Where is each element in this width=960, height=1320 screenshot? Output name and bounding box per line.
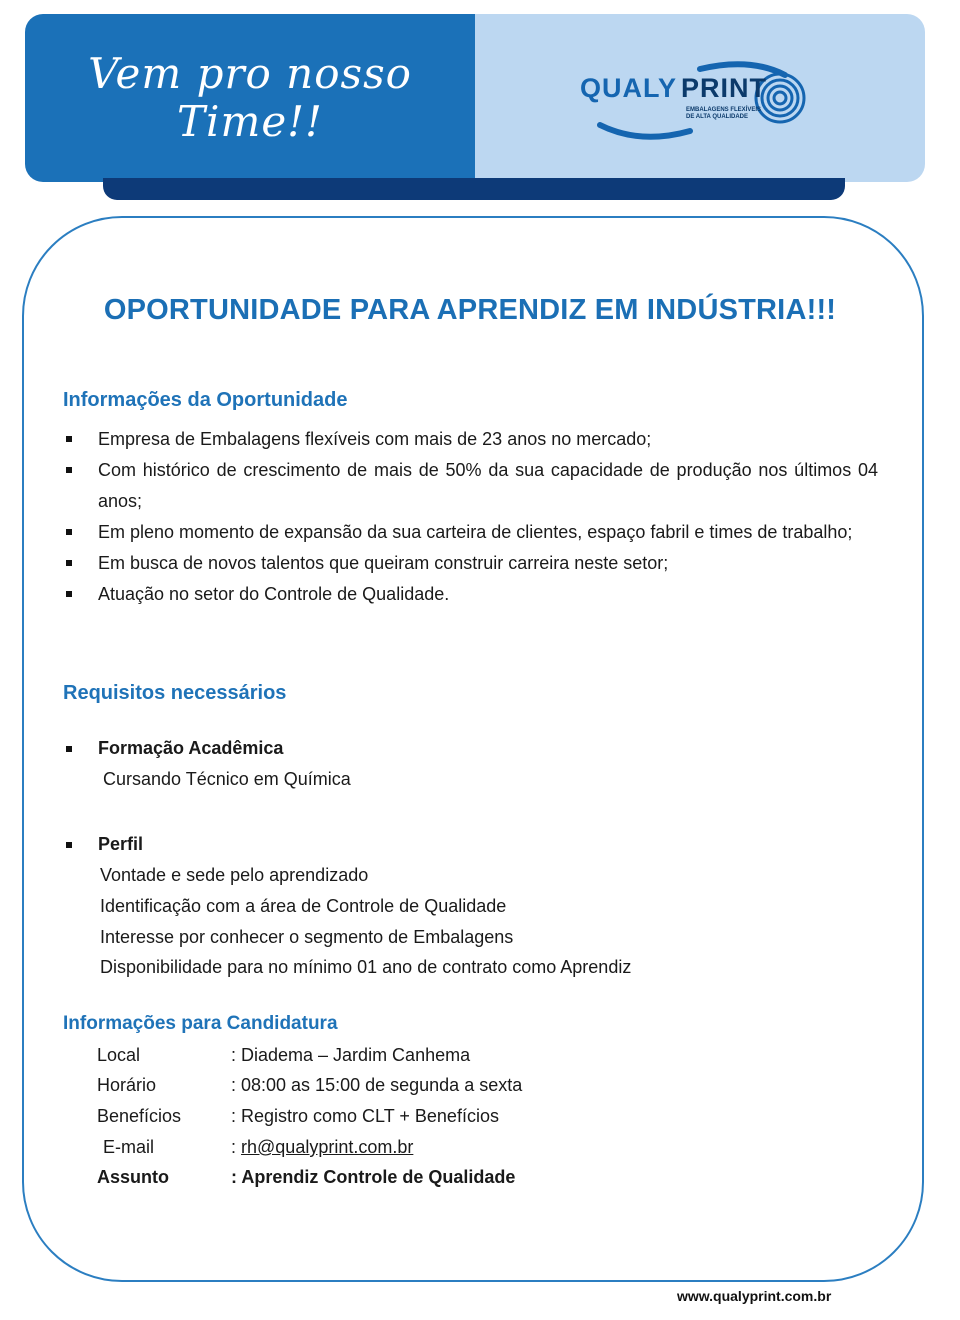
hours-label: Horário xyxy=(97,1075,157,1095)
info-heading: Informações da Oportunidade xyxy=(63,389,348,411)
header-banner xyxy=(25,14,925,182)
page-title: OPORTUNIDADE PARA APRENDIZ EM INDÚSTRIA!!! xyxy=(103,294,837,326)
logo-print: PRINT xyxy=(681,73,768,103)
email-row xyxy=(231,1137,413,1158)
info-list xyxy=(63,424,878,610)
list-item: Em busca de novos talentos que queiram construir carreira neste setor; xyxy=(63,548,878,579)
bullet-icon xyxy=(66,842,72,848)
subject-label: Assunto xyxy=(97,1167,169,1187)
website-link[interactable]: www.qualyprint.com.br xyxy=(677,1288,832,1304)
slogan-line-1: Vem pro nosso xyxy=(88,49,412,98)
email-link[interactable]: rh@qualyprint.com.br xyxy=(241,1137,414,1157)
slogan xyxy=(88,50,412,146)
email-label: E-mail xyxy=(103,1137,155,1157)
profile-item: Identificação com a área de Controle de Qualidade xyxy=(100,896,507,916)
header-underline-bar xyxy=(103,178,845,200)
benefits-label: Benefícios xyxy=(97,1106,182,1126)
logo-tagline xyxy=(686,107,776,121)
logo-wordmark xyxy=(580,73,767,104)
profile-title: Perfil xyxy=(98,834,144,854)
list-item: Atuação no setor do Controle de Qualidade. xyxy=(63,579,878,610)
education-value: Cursando Técnico em Química xyxy=(103,769,351,789)
qualyprint-logo xyxy=(580,53,820,143)
logo-tagline-1: EMBALAGENS FLEXÍVEIS xyxy=(686,107,762,113)
logo-qualy: QUALY xyxy=(580,73,678,103)
profile-item: Disponibilidade para no mínimo 01 ano de contrato como Aprendiz xyxy=(100,957,632,977)
logo-tagline-2: DE ALTA QUALIDADE xyxy=(686,114,748,120)
hours-value: : 08:00 as 15:00 de segunda a sexta xyxy=(231,1075,523,1095)
education-title: Formação Acadêmica xyxy=(98,738,284,758)
local-value: : Diadema – Jardim Canhema xyxy=(231,1045,471,1065)
profile-item: Interesse por conhecer o segmento de Embalagens xyxy=(100,927,514,947)
application-heading: Informações para Candidatura xyxy=(63,1013,338,1034)
profile-item: Vontade e sede pelo aprendizado xyxy=(100,865,369,885)
slogan-line-2: Time!! xyxy=(177,97,323,146)
bullet-icon xyxy=(66,746,72,752)
benefits-value: : Registro como CLT + Benefícios xyxy=(231,1106,499,1126)
list-item: Em pleno momento de expansão da sua carteira de clientes, espaço fabril e times de trabalho; xyxy=(63,517,878,548)
slogan-panel xyxy=(25,14,475,182)
list-item: Empresa de Embalagens flexíveis com mais de 23 anos no mercado; xyxy=(63,424,878,455)
email-prefix: : xyxy=(231,1137,242,1157)
subject-value: : Aprendiz Controle de Qualidade xyxy=(231,1167,516,1187)
logo-panel xyxy=(475,14,925,182)
list-item: Com histórico de crescimento de mais de 50% da sua capacidade de produção nos últimos 04 anos; xyxy=(63,455,878,517)
local-label: Local xyxy=(97,1045,141,1065)
requirements-heading: Requisitos necessários xyxy=(63,682,287,704)
